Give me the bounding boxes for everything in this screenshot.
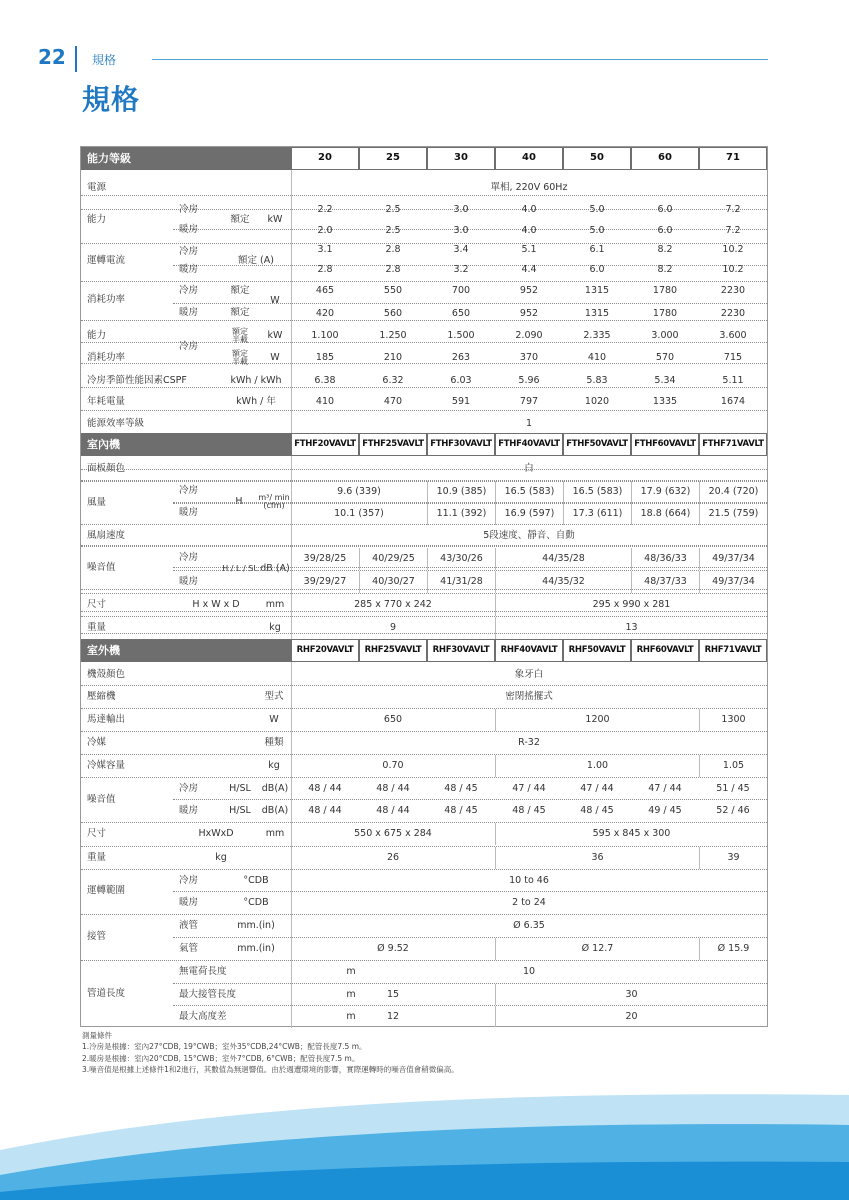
cap-half-3: 2.090 [515, 330, 543, 342]
label-op-cool: 冷房 [179, 874, 199, 886]
row-divider [81, 480, 767, 481]
out-weight-0: 26 [386, 852, 400, 864]
air-cool-2: 16.5 (583) [495, 481, 563, 503]
out-noise-cool-5: 47 / 44 [648, 783, 682, 795]
label-half-rated-1: 額定 半載 [232, 326, 248, 344]
label-pow-rated-h: 額定 [230, 306, 250, 318]
pow-cool-1: 550 [383, 284, 403, 296]
label-half-rated-2: 額定 半載 [232, 348, 248, 366]
label-air-unit: m³/ min (cfm) [258, 492, 290, 510]
spec-table [80, 146, 768, 1027]
label-in-weight: 重量 [87, 622, 107, 634]
label-pow-cool: 冷房 [179, 284, 199, 296]
label-out-weight: 重量 [87, 852, 107, 864]
cspf-1: 6.32 [382, 375, 404, 387]
max-len-1: 30 [495, 984, 767, 1005]
cur-heat-4: 6.0 [589, 264, 605, 276]
cur-heat-0: 2.8 [317, 264, 333, 276]
label-cspf-unit: kWh / kWh [230, 375, 282, 387]
row-divider [81, 869, 767, 870]
cap-cool-0: 2.2 [317, 204, 333, 216]
label-no-charge: 無電荷長度 [179, 965, 227, 977]
row-divider [81, 960, 767, 961]
cap-half-1: 1.250 [379, 330, 407, 342]
label-pow-rated-c: 額定 [230, 284, 250, 296]
cap-heat-1: 2.5 [385, 225, 401, 237]
model-header-outdoor_models-5: RHF60VAVLT [632, 640, 698, 661]
out-noise-cool-0: 48 / 44 [308, 783, 342, 795]
in-noise-heat-3: 44/35/32 [495, 571, 631, 593]
charge-2: 1.05 [699, 755, 767, 777]
in-noise-cool-0: 39/28/25 [303, 553, 347, 565]
cap-cool-1: 2.5 [385, 204, 401, 216]
air-heat-2: 16.9 (597) [495, 503, 563, 525]
label-running-current: 運轉電流 [87, 255, 126, 267]
label-cap-rated: 額定 [230, 214, 250, 226]
cur-cool-6: 10.2 [722, 244, 744, 256]
label-m-2: m [346, 988, 356, 1000]
label-charge-kg: kg [268, 760, 280, 772]
panel-color: 白 [524, 463, 534, 475]
cap-cool-3: 4.0 [521, 204, 537, 216]
model-header-outdoor_models-0: RHF20VAVLT [292, 640, 358, 661]
compressor: 密閉搖擺式 [505, 691, 553, 703]
label-in-noise: 噪音值 [87, 562, 116, 574]
cspf-4: 5.83 [586, 375, 608, 387]
annual-2: 591 [451, 396, 471, 408]
row-divider [81, 593, 767, 594]
fan-speed: 5段速度、靜音、自動 [483, 530, 575, 542]
pow-half-2: 263 [451, 352, 471, 364]
cap-half-6: 3.600 [719, 330, 747, 342]
header-rule [152, 59, 768, 60]
cspf-5: 5.34 [654, 375, 676, 387]
cap-heat-5: 6.0 [657, 225, 673, 237]
out-weight-1: 36 [495, 847, 699, 869]
label-panel-color: 面板顏色 [87, 463, 126, 475]
label-refrigerant-kind: 種類 [264, 737, 284, 749]
notes-heading: 測量條件 [82, 1031, 112, 1040]
out-weight-2: 39 [699, 847, 767, 869]
pow-heat-0: 420 [315, 307, 335, 319]
in-noise-heat-0: 39/29/27 [303, 576, 347, 588]
pow-cool-3: 952 [519, 284, 539, 296]
air-heat-3: 17.3 (611) [563, 503, 631, 525]
cap-heat-3: 4.0 [521, 225, 537, 237]
cur-heat-1: 2.8 [385, 264, 401, 276]
outdoor-header [81, 639, 767, 662]
label-out-dba-c: dB(A) [261, 783, 289, 795]
footer-wave-decoration [0, 1080, 849, 1200]
cap-cool-4: 5.0 [589, 204, 605, 216]
op-cool: 10 to 46 [509, 874, 549, 886]
out-noise-heat-1: 48 / 44 [376, 805, 410, 817]
cur-cool-5: 8.2 [657, 244, 673, 256]
charge-1: 1.00 [495, 755, 699, 777]
out-noise-heat-0: 48 / 44 [308, 805, 342, 817]
row-divider [81, 685, 767, 686]
cap-half-5: 3.000 [651, 330, 679, 342]
row-divider [81, 822, 767, 823]
label-out-kg: kg [215, 852, 227, 864]
row-divider [81, 731, 767, 732]
label-half-w: W [270, 352, 280, 364]
note-3: 3.噪音值是根據上述條件1和2進行，其數值為無迴響值。由於週遭環境的影響，實際運轉時的噪音值會稍微偏高。 [82, 1064, 459, 1074]
row-divider [173, 570, 767, 571]
cspf-0: 6.38 [314, 375, 336, 387]
pow-cool-0: 465 [315, 284, 335, 296]
label-out-size: 尺寸 [87, 828, 107, 840]
in-noise-cool-4: 48/36/33 [631, 548, 699, 570]
in-weight-0: 9 [389, 622, 397, 634]
row-divider [81, 524, 767, 525]
pow-half-6: 715 [723, 352, 743, 364]
out-noise-cool-2: 48 / 45 [444, 783, 478, 795]
pow-half-3: 370 [519, 352, 539, 364]
label-air-heat: 暖房 [179, 507, 199, 519]
pow-heat-6: 2230 [720, 307, 746, 319]
label-max-len: 最大接管長度 [179, 988, 237, 1000]
model-header-models-3: 40 [496, 148, 562, 169]
label-motor-w: W [269, 714, 279, 726]
out-noise-cool-3: 47 / 44 [512, 783, 546, 795]
label-liquid-unit: mm.(in) [237, 920, 275, 932]
label-m-3: m [346, 1010, 356, 1022]
model-header-outdoor_models-4: RHF50VAVLT [564, 640, 630, 661]
model-header-models-4: 50 [564, 148, 630, 169]
label-in-kg: kg [269, 622, 281, 634]
annual-0: 410 [315, 396, 335, 408]
label-pow-heat: 暖房 [179, 306, 199, 318]
model-header-models-5: 60 [632, 148, 698, 169]
in-noise-cool-2: 43/30/26 [427, 548, 495, 570]
air-cool-5: 20.4 (720) [699, 481, 767, 503]
label-gas-unit: mm.(in) [237, 943, 275, 955]
pow-cool-2: 700 [451, 284, 471, 296]
label-half-cool: 冷房 [179, 341, 199, 353]
cur-heat-5: 8.2 [657, 264, 673, 276]
out-noise-cool-6: 51 / 45 [716, 783, 750, 795]
in-noise-heat-5: 49/37/34 [699, 571, 767, 593]
row-divider [81, 777, 767, 778]
cap-cool-6: 7.2 [725, 204, 741, 216]
row-divider [173, 799, 767, 800]
label-op-cdb-c: °CDB [243, 874, 269, 886]
casing-color: 象牙白 [514, 669, 544, 681]
label-in-noise-heat: 暖房 [179, 576, 199, 588]
out-size-0: 550 x 675 x 284 [354, 828, 432, 840]
label-in-noise-cool: 冷房 [179, 552, 199, 564]
air-heat-0: 10.1 (357) [334, 508, 384, 520]
pow-cool-4: 1315 [584, 284, 610, 296]
row-divider [173, 1005, 767, 1006]
annual-1: 470 [383, 396, 403, 408]
row-divider [81, 914, 767, 915]
pow-half-0: 185 [315, 352, 335, 364]
in-noise-cool-3: 44/35/28 [495, 548, 631, 570]
cur-cool-0: 3.1 [317, 244, 333, 256]
air-cool-0: 9.6 (339) [337, 486, 381, 498]
model-header-outdoor_models-1: RHF25VAVLT [360, 640, 426, 661]
annual-6: 1674 [720, 396, 746, 408]
label-cap-cool: 冷房 [179, 204, 199, 216]
label-op-range: 運轉範圍 [87, 885, 126, 897]
model-header-indoor_models-2: FTHF30VAVLT [428, 434, 494, 455]
in-size-1: 295 x 990 x 281 [495, 594, 767, 616]
label-pow-half: 消耗功率 [87, 352, 126, 364]
refrigerant: R-32 [518, 737, 540, 749]
motor-0: 650 [383, 714, 403, 726]
cur-cool-3: 5.1 [521, 244, 537, 256]
model-header-models-2: 30 [428, 148, 494, 169]
label-in-noise-hlsl: H / L / SL [222, 563, 258, 573]
label-out-noise-cool: 冷房 [179, 783, 199, 795]
label-compressor: 壓縮機 [87, 691, 116, 703]
annual-4: 1020 [584, 396, 610, 408]
gas-pipe-1: Ø 12.7 [495, 938, 699, 960]
breadcrumb: 規格 [92, 53, 117, 67]
label-op-heat: 暖房 [179, 896, 199, 908]
model-header-models-1: 25 [360, 148, 426, 169]
label-refrigerant: 冷媒 [87, 737, 107, 749]
pow-half-5: 570 [655, 352, 675, 364]
label-compressor-type: 型式 [264, 691, 284, 703]
out-noise-heat-5: 49 / 45 [648, 805, 682, 817]
cap-heat-2: 3.0 [453, 225, 469, 237]
row-divider [173, 983, 767, 984]
cap-half-0: 1.100 [311, 330, 339, 342]
cspf-6: 5.11 [722, 375, 744, 387]
pow-heat-1: 560 [383, 307, 403, 319]
model-header-indoor_models-1: FTHF25VAVLT [360, 434, 426, 455]
out-noise-cool-1: 48 / 44 [376, 783, 410, 795]
row-divider [173, 502, 767, 503]
label-cur-cool: 冷房 [179, 246, 199, 258]
model-header-outdoor_models-6: RHF71VAVLT [700, 640, 766, 661]
label-out-noise-heat: 暖房 [179, 805, 199, 817]
row-divider [81, 754, 767, 755]
row-divider [81, 846, 767, 847]
cur-cool-2: 3.4 [453, 244, 469, 256]
label-in-noise-unit: dB (A) [260, 563, 290, 575]
max-height-1: 20 [495, 1006, 767, 1027]
label-cap-unit: kW [267, 214, 283, 226]
label-m-1: m [346, 965, 356, 977]
capacity-header [81, 147, 767, 170]
air-cool-1: 10.9 (385) [427, 481, 495, 503]
motor-2: 1300 [699, 709, 767, 731]
air-heat-1: 11.1 (392) [427, 503, 495, 525]
cap-cool-5: 6.0 [657, 204, 673, 216]
model-header-indoor_models-5: FTHF60VAVLT [632, 434, 698, 455]
annual-3: 797 [519, 396, 539, 408]
row-divider [81, 708, 767, 709]
label-annual-unit: kWh / 年 [236, 396, 276, 408]
op-heat: 2 to 24 [512, 896, 546, 908]
page-title: 規格 [82, 83, 141, 116]
row-divider [173, 891, 767, 892]
in-noise-heat-2: 41/31/28 [427, 571, 495, 593]
label-grade: 能源效率等級 [87, 418, 145, 430]
label-out-hsl-c: H/SL [229, 783, 251, 795]
air-cool-3: 16.5 (583) [563, 481, 631, 503]
label-out-dba-h: dB(A) [261, 805, 289, 817]
motor-1: 1200 [495, 709, 699, 731]
label-air-h: H [235, 496, 243, 508]
cspf-3: 5.96 [518, 375, 540, 387]
out-noise-heat-2: 48 / 45 [444, 805, 478, 817]
model-header-indoor_models-3: FTHF40VAVLT [496, 434, 562, 455]
label-cur-rated: 額定 (A) [238, 255, 274, 267]
model-header-indoor_models-4: FTHF50VAVLT [564, 434, 630, 455]
cap-heat-0: 2.0 [317, 225, 333, 237]
cspf-2: 6.03 [450, 375, 472, 387]
measurement-notes [82, 1030, 459, 1075]
note-2: 2.暖房是根據：室內20°CDB, 15°CWB；室外7°CDB, 6°CWB；配管長度7.5 m。 [82, 1053, 360, 1063]
label-pow-unit: W [270, 295, 280, 307]
in-noise-cool-1: 40/29/25 [359, 548, 427, 570]
label-airflow: 風量 [87, 497, 107, 509]
in-size-0: 285 x 770 x 242 [354, 599, 432, 611]
label-in-size: 尺寸 [87, 599, 107, 611]
gas-pipe-0: Ø 9.52 [377, 943, 409, 955]
label-air-cool: 冷房 [179, 485, 199, 497]
label-cap-heat: 暖房 [179, 224, 199, 236]
air-heat-5: 21.5 (759) [699, 503, 767, 525]
label-gas: 氣管 [179, 943, 199, 955]
label-cur-heat: 暖房 [179, 264, 199, 276]
indoor-header-title: 室內機 [87, 437, 120, 451]
in-noise-heat-1: 40/30/27 [359, 571, 427, 593]
cur-cool-1: 2.8 [385, 244, 401, 256]
model-header-models-0: 20 [292, 148, 358, 169]
model-header-outdoor_models-3: RHF40VAVLT [496, 640, 562, 661]
efficiency-grade: 1 [525, 418, 533, 430]
label-power-consumption: 消耗功率 [87, 294, 126, 306]
label-fan-speed: 風扇速度 [87, 530, 126, 542]
pow-cool-6: 2230 [720, 284, 746, 296]
label-capacity: 能力 [87, 214, 107, 226]
cur-heat-2: 3.2 [453, 264, 469, 276]
air-cool-4: 17.9 (632) [631, 481, 699, 503]
label-piping: 接管 [87, 931, 107, 943]
row-divider [81, 546, 767, 547]
cur-heat-6: 10.2 [722, 264, 744, 276]
max-height-0: 12 [386, 1010, 400, 1022]
label-liquid: 液管 [179, 920, 199, 932]
in-weight-1: 13 [495, 617, 767, 639]
out-noise-heat-3: 48 / 45 [512, 805, 546, 817]
label-cspf: 冷房季節性能因素CSPF [87, 375, 187, 387]
cap-heat-6: 7.2 [725, 225, 741, 237]
air-heat-4: 18.8 (664) [631, 503, 699, 525]
out-size-1: 595 x 845 x 300 [495, 823, 767, 845]
label-out-hwd: HxWxD [198, 828, 234, 840]
pow-heat-4: 1315 [584, 307, 610, 319]
in-noise-cool-5: 49/37/34 [699, 548, 767, 570]
cur-cool-4: 6.1 [589, 244, 605, 256]
label-power: 電源 [87, 182, 107, 194]
capacity-header-title: 能力等級 [87, 151, 131, 165]
pow-half-4: 410 [587, 352, 607, 364]
cap-half-4: 2.335 [583, 330, 611, 342]
model-header-indoor_models-6: FTHF71VAVLT [700, 434, 766, 455]
label-in-hwd: H x W x D [192, 599, 240, 611]
model-header-models-6: 71 [700, 148, 766, 169]
cap-heat-4: 5.0 [589, 225, 605, 237]
label-charge: 冷媒容量 [87, 760, 126, 772]
pow-heat-2: 650 [451, 307, 471, 319]
outdoor-header-title: 室外機 [87, 643, 120, 657]
label-pipe-length: 管道長度 [87, 988, 126, 1000]
pow-half-1: 210 [383, 352, 403, 364]
liquid-pipe: Ø 6.35 [513, 920, 545, 932]
label-out-mm: mm [265, 828, 285, 840]
row-divider [81, 616, 767, 617]
indoor-header [81, 433, 767, 456]
power-supply: 單相, 220V 60Hz [490, 182, 568, 194]
label-annual: 年耗電量 [87, 396, 126, 408]
label-in-mm: mm [265, 599, 285, 611]
label-motor: 馬達輸出 [87, 714, 126, 726]
cur-heat-3: 4.4 [521, 264, 537, 276]
pow-heat-5: 1780 [652, 307, 678, 319]
row-divider [173, 937, 767, 938]
out-noise-cool-4: 47 / 44 [580, 783, 614, 795]
max-len-0: 15 [386, 988, 400, 1000]
label-max-height: 最大高度差 [179, 1010, 227, 1022]
label-out-hsl-h: H/SL [229, 805, 251, 817]
model-header-indoor_models-0: FTHF20VAVLT [292, 434, 358, 455]
page-number: 22 [38, 45, 66, 69]
label-cap-half: 能力 [87, 330, 107, 342]
model-header-outdoor_models-2: RHF30VAVLT [428, 640, 494, 661]
pow-cool-5: 1780 [652, 284, 678, 296]
note-1: 1.冷房是根據：室內27°CDB, 19°CWB；室外35°CDB,24°CWB；配管長度7.5 m。 [82, 1042, 367, 1052]
cap-half-2: 1.500 [447, 330, 475, 342]
pow-heat-3: 952 [519, 307, 539, 319]
label-casing-color: 機殼顏色 [87, 669, 126, 681]
annual-5: 1335 [652, 396, 678, 408]
label-op-cdb-h: °CDB [243, 896, 269, 908]
out-noise-heat-4: 48 / 45 [580, 805, 614, 817]
label-out-noise: 噪音值 [87, 794, 116, 806]
label-half-kw: kW [267, 330, 283, 342]
in-noise-heat-4: 48/37/33 [631, 571, 699, 593]
out-noise-heat-6: 52 / 46 [716, 805, 750, 817]
cap-cool-2: 3.0 [453, 204, 469, 216]
gas-pipe-2: Ø 15.9 [699, 938, 767, 960]
header-divider [75, 46, 77, 72]
charge-0: 0.70 [382, 760, 404, 772]
no-charge-len: 10 [522, 965, 536, 977]
